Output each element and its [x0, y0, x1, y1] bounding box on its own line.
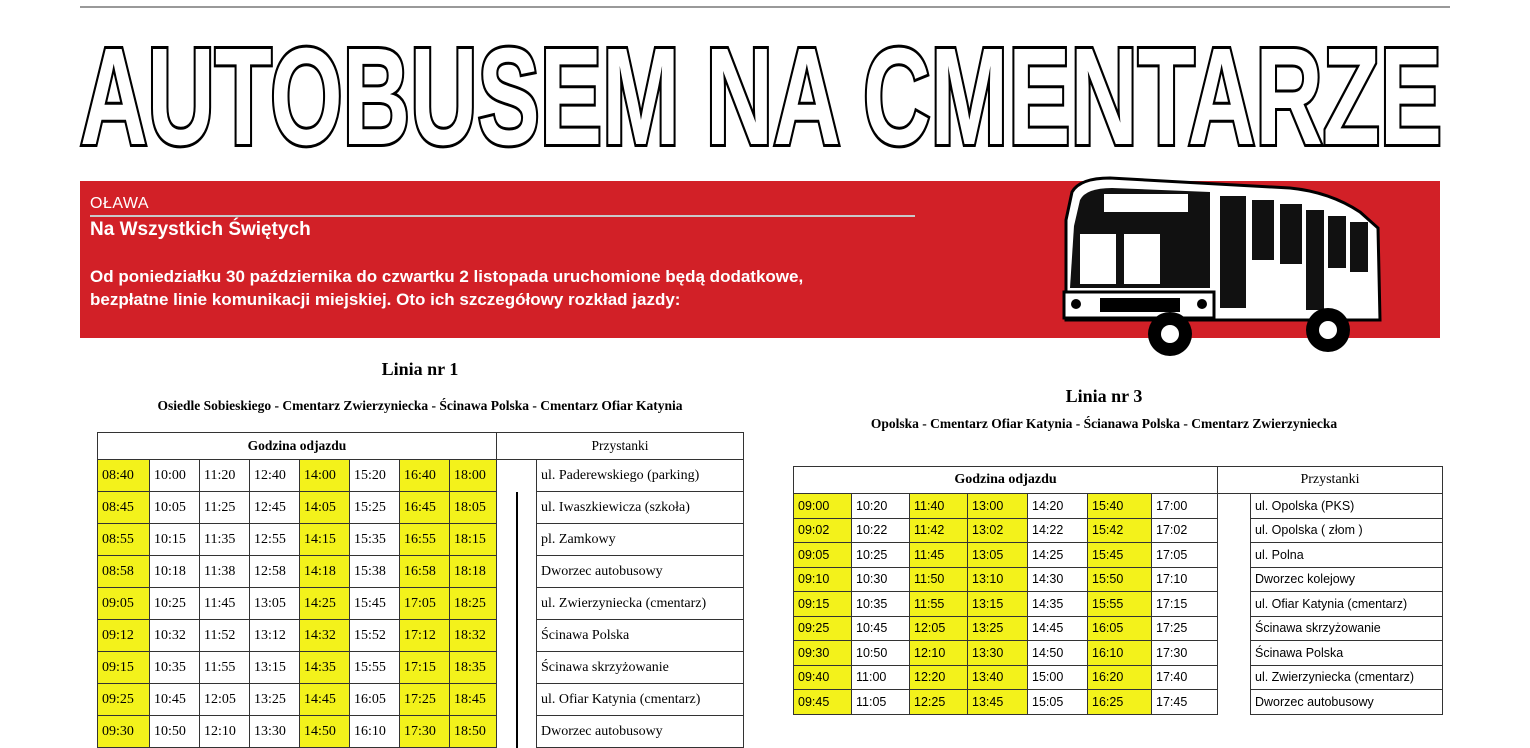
- table-row: [98, 620, 744, 652]
- departure-time: 17:15: [400, 652, 450, 684]
- departure-time: 13:30: [968, 641, 1028, 666]
- line-3-route: Opolska - Cmentarz Ofiar Katynia - Ścianawa Polska - Cmentarz Zwierzyniecka: [870, 416, 1338, 431]
- departure-time: 13:00: [968, 494, 1028, 519]
- route-line: [516, 620, 518, 652]
- table-row: [794, 592, 1443, 617]
- table-row: [794, 543, 1443, 568]
- stop-name: ul. Opolska (PKS): [1251, 494, 1443, 519]
- departure-time: 15:55: [1088, 592, 1152, 617]
- stop-name: pl. Zamkowy: [537, 524, 744, 556]
- table-row: [794, 518, 1443, 543]
- bus-icon: [1060, 170, 1390, 362]
- departure-time: 18:45: [450, 684, 497, 716]
- stop-name: Dworzec autobusowy: [537, 556, 744, 588]
- departure-time: 12:58: [250, 556, 300, 588]
- departure-time: 10:50: [852, 641, 910, 666]
- departure-time: 17:02: [1152, 518, 1218, 543]
- departure-time: 11:42: [910, 518, 968, 543]
- departure-time: 17:05: [1152, 543, 1218, 568]
- stop-name: ul. Paderewskiego (parking): [537, 460, 744, 492]
- table-row: [98, 556, 744, 588]
- departure-time: 11:20: [200, 460, 250, 492]
- departure-time: 13:05: [968, 543, 1028, 568]
- route-connector: [497, 652, 537, 684]
- stop-name: Ścinawa Polska: [1251, 641, 1443, 666]
- departure-time: 14:45: [1028, 616, 1088, 641]
- line-1-title: Linia nr 1: [381, 359, 459, 379]
- departure-time: 15:40: [1088, 494, 1152, 519]
- route-line: [516, 588, 518, 620]
- departure-time: 12:45: [250, 492, 300, 524]
- route-connector: [497, 588, 537, 620]
- departure-time: 15:38: [350, 556, 400, 588]
- departure-time: 09:00: [794, 494, 852, 519]
- route-connector: [1218, 690, 1251, 715]
- departure-time: 09:12: [98, 620, 150, 652]
- departure-time: 13:15: [968, 592, 1028, 617]
- page-title: [76, 28, 1446, 158]
- departure-time: 11:25: [200, 492, 250, 524]
- departure-time: 12:10: [910, 641, 968, 666]
- table-row: [98, 460, 744, 492]
- departure-time: 11:55: [910, 592, 968, 617]
- departure-time: 18:32: [450, 620, 497, 652]
- stop-name: ul. Opolska ( złom ): [1251, 518, 1443, 543]
- departure-time: 17:05: [400, 588, 450, 620]
- table-row: [794, 494, 1443, 519]
- line-1-route: Osiedle Sobieskiego - Cmentarz Zwierzyniecka - Ścinawa Polska - Cmentarz Ofiar Katynia: [157, 398, 683, 413]
- route-connector: [1218, 616, 1251, 641]
- page-top-rule: [80, 6, 1450, 8]
- stops-header: Przystanki: [1218, 467, 1443, 494]
- banner-lead-line-1: Od poniedziałku 30 października do czwartku 2 listopada uruchomione będą dodatkowe,: [90, 267, 804, 286]
- departure-time: 09:25: [98, 684, 150, 716]
- departure-time: 15:45: [1088, 543, 1152, 568]
- departure-time: 18:00: [450, 460, 497, 492]
- departure-time: 16:05: [1088, 616, 1152, 641]
- departure-time: 09:02: [794, 518, 852, 543]
- departure-time: 14:50: [300, 716, 350, 748]
- departure-time: 09:15: [98, 652, 150, 684]
- stop-name: Dworzec kolejowy: [1251, 567, 1443, 592]
- departure-time: 12:25: [910, 690, 968, 715]
- departure-time: 14:25: [300, 588, 350, 620]
- departure-time: 15:05: [1028, 690, 1088, 715]
- stop-name: Ścinawa Polska: [537, 620, 744, 652]
- table-row: [98, 716, 744, 748]
- stop-name: Dworzec autobusowy: [1251, 690, 1443, 715]
- departure-time: 13:25: [968, 616, 1028, 641]
- departure-time: 16:10: [350, 716, 400, 748]
- departure-time: 17:10: [1152, 567, 1218, 592]
- departure-time: 09:15: [794, 592, 852, 617]
- departure-time: 16:10: [1088, 641, 1152, 666]
- departure-time: 13:12: [250, 620, 300, 652]
- departure-time: 08:55: [98, 524, 150, 556]
- departure-time: 09:45: [794, 690, 852, 715]
- departure-time: 14:32: [300, 620, 350, 652]
- departure-time: 10:32: [150, 620, 200, 652]
- departure-time: 09:10: [794, 567, 852, 592]
- departure-time: 11:55: [200, 652, 250, 684]
- stop-name: ul. Polna: [1251, 543, 1443, 568]
- stop-name: Ścinawa skrzyżowanie: [1251, 616, 1443, 641]
- route-line: [516, 684, 518, 716]
- departure-time: 17:12: [400, 620, 450, 652]
- departure-time: 10:30: [852, 567, 910, 592]
- departure-time: 18:15: [450, 524, 497, 556]
- departure-time: 11:50: [910, 567, 968, 592]
- departure-time: 18:05: [450, 492, 497, 524]
- line-1-timetable: [97, 432, 744, 748]
- departure-time: 16:20: [1088, 665, 1152, 690]
- departure-time: 17:45: [1152, 690, 1218, 715]
- departure-time: 14:25: [1028, 543, 1088, 568]
- departure-time: 11:45: [910, 543, 968, 568]
- departure-time: 15:52: [350, 620, 400, 652]
- page-title-text: AUTOBUSEM NA CMENTARZE: [80, 28, 1442, 158]
- departure-time: 14:15: [300, 524, 350, 556]
- departure-time: 14:22: [1028, 518, 1088, 543]
- departure-time: 12:05: [910, 616, 968, 641]
- departure-time: 10:22: [852, 518, 910, 543]
- departure-time: 10:25: [150, 588, 200, 620]
- departure-time: 14:05: [300, 492, 350, 524]
- departure-time: 17:25: [1152, 616, 1218, 641]
- departure-time-header: Godzina odjazdu: [98, 433, 497, 460]
- banner-lead-line-2: bezpłatne linie komunikacji miejskiej. Oto ich szczegółowy rozkład jazdy:: [90, 290, 681, 309]
- departure-time: 08:40: [98, 460, 150, 492]
- departure-time: 10:25: [852, 543, 910, 568]
- departure-time: 10:05: [150, 492, 200, 524]
- table-row: [794, 641, 1443, 666]
- stop-name: Ścinawa skrzyżowanie: [537, 652, 744, 684]
- departure-time: 09:30: [98, 716, 150, 748]
- departure-time: 13:02: [968, 518, 1028, 543]
- departure-time: 09:05: [794, 543, 852, 568]
- departure-time: 14:50: [1028, 641, 1088, 666]
- stop-name: ul. Iwaszkiewicza (szkoła): [537, 492, 744, 524]
- departure-time: 13:40: [968, 665, 1028, 690]
- table-row: [98, 588, 744, 620]
- route-line: [516, 716, 518, 748]
- departure-time: 17:25: [400, 684, 450, 716]
- departure-time: 11:00: [852, 665, 910, 690]
- departure-time: 10:18: [150, 556, 200, 588]
- stop-name: ul. Ofiar Katynia (cmentarz): [537, 684, 744, 716]
- route-connector: [1218, 518, 1251, 543]
- route-connector: [497, 492, 537, 524]
- departure-time: 09:30: [794, 641, 852, 666]
- departure-time: 10:15: [150, 524, 200, 556]
- departure-time: 11:38: [200, 556, 250, 588]
- route-connector: [1218, 592, 1251, 617]
- departure-time: 13:30: [250, 716, 300, 748]
- departure-time: 10:45: [852, 616, 910, 641]
- departure-time: 14:18: [300, 556, 350, 588]
- route-connector: [1218, 567, 1251, 592]
- departure-time: 10:20: [852, 494, 910, 519]
- departure-time: 11:05: [852, 690, 910, 715]
- departure-time: 17:40: [1152, 665, 1218, 690]
- route-connector: [1218, 665, 1251, 690]
- timetable-header-row: [794, 467, 1443, 494]
- table-row: [794, 690, 1443, 715]
- table-row: [98, 684, 744, 716]
- departure-time: 14:45: [300, 684, 350, 716]
- stop-name: ul. Ofiar Katynia (cmentarz): [1251, 592, 1443, 617]
- departure-time: 13:05: [250, 588, 300, 620]
- departure-time: 10:00: [150, 460, 200, 492]
- departure-time: 16:25: [1088, 690, 1152, 715]
- departure-time: 12:55: [250, 524, 300, 556]
- departure-time: 15:00: [1028, 665, 1088, 690]
- departure-time: 13:25: [250, 684, 300, 716]
- stops-header: Przystanki: [497, 433, 744, 460]
- departure-time: 12:05: [200, 684, 250, 716]
- departure-time: 18:18: [450, 556, 497, 588]
- departure-time: 15:55: [350, 652, 400, 684]
- departure-time: 15:25: [350, 492, 400, 524]
- departure-time: 11:40: [910, 494, 968, 519]
- departure-time: 16:58: [400, 556, 450, 588]
- departure-time: 14:20: [1028, 494, 1088, 519]
- route-connector: [497, 684, 537, 716]
- route-line: [516, 492, 518, 524]
- departure-time: 16:45: [400, 492, 450, 524]
- departure-time: 10:35: [150, 652, 200, 684]
- table-row: [98, 492, 744, 524]
- departure-time: 15:45: [350, 588, 400, 620]
- departure-time: 10:35: [852, 592, 910, 617]
- departure-time: 14:30: [1028, 567, 1088, 592]
- departure-time: 16:05: [350, 684, 400, 716]
- route-connector: [497, 460, 537, 492]
- timetable-header-row: [98, 433, 744, 460]
- departure-time: 08:45: [98, 492, 150, 524]
- departure-time: 15:20: [350, 460, 400, 492]
- departure-time: 15:42: [1088, 518, 1152, 543]
- line-3-timetable: [793, 466, 1443, 715]
- banner-lead: [90, 265, 970, 311]
- route-connector: [1218, 641, 1251, 666]
- route-connector: [1218, 494, 1251, 519]
- banner-city: OŁAWA: [90, 195, 150, 212]
- departure-time: 18:50: [450, 716, 497, 748]
- departure-time: 11:35: [200, 524, 250, 556]
- departure-time: 12:20: [910, 665, 968, 690]
- departure-time: 17:30: [1152, 641, 1218, 666]
- departure-time: 09:05: [98, 588, 150, 620]
- departure-time: 14:00: [300, 460, 350, 492]
- stop-name: ul. Zwierzyniecka (cmentarz): [537, 588, 744, 620]
- route-connector: [497, 716, 537, 748]
- departure-time: 10:45: [150, 684, 200, 716]
- departure-time: 14:35: [300, 652, 350, 684]
- line-3-title: Linia nr 3: [1065, 386, 1143, 406]
- route-line: [516, 556, 518, 588]
- departure-time: 14:35: [1028, 592, 1088, 617]
- stop-name: ul. Zwierzyniecka (cmentarz): [1251, 665, 1443, 690]
- table-row: [794, 567, 1443, 592]
- departure-time: 15:35: [350, 524, 400, 556]
- departure-time: 18:35: [450, 652, 497, 684]
- banner-subtitle: Na Wszystkich Świętych: [90, 219, 311, 240]
- table-row: [98, 652, 744, 684]
- route-connector: [497, 556, 537, 588]
- departure-time: 16:40: [400, 460, 450, 492]
- departure-time: 11:52: [200, 620, 250, 652]
- departure-time: 11:45: [200, 588, 250, 620]
- departure-time: 10:50: [150, 716, 200, 748]
- departure-time: 13:15: [250, 652, 300, 684]
- departure-time: 17:30: [400, 716, 450, 748]
- route-line: [516, 524, 518, 556]
- route-connector: [497, 620, 537, 652]
- table-row: [794, 665, 1443, 690]
- departure-time: 09:25: [794, 616, 852, 641]
- banner-divider: [90, 215, 915, 217]
- departure-time: 12:10: [200, 716, 250, 748]
- departure-time: 18:25: [450, 588, 497, 620]
- table-row: [98, 524, 744, 556]
- table-row: [794, 616, 1443, 641]
- departure-time: 12:40: [250, 460, 300, 492]
- departure-time-header: Godzina odjazdu: [794, 467, 1218, 494]
- departure-time: 08:58: [98, 556, 150, 588]
- route-connector: [1218, 543, 1251, 568]
- departure-time: 09:40: [794, 665, 852, 690]
- route-line: [516, 652, 518, 684]
- departure-time: 13:10: [968, 567, 1028, 592]
- stop-name: Dworzec autobusowy: [537, 716, 744, 748]
- departure-time: 17:00: [1152, 494, 1218, 519]
- departure-time: 15:50: [1088, 567, 1152, 592]
- departure-time: 17:15: [1152, 592, 1218, 617]
- departure-time: 16:55: [400, 524, 450, 556]
- departure-time: 13:45: [968, 690, 1028, 715]
- route-connector: [497, 524, 537, 556]
